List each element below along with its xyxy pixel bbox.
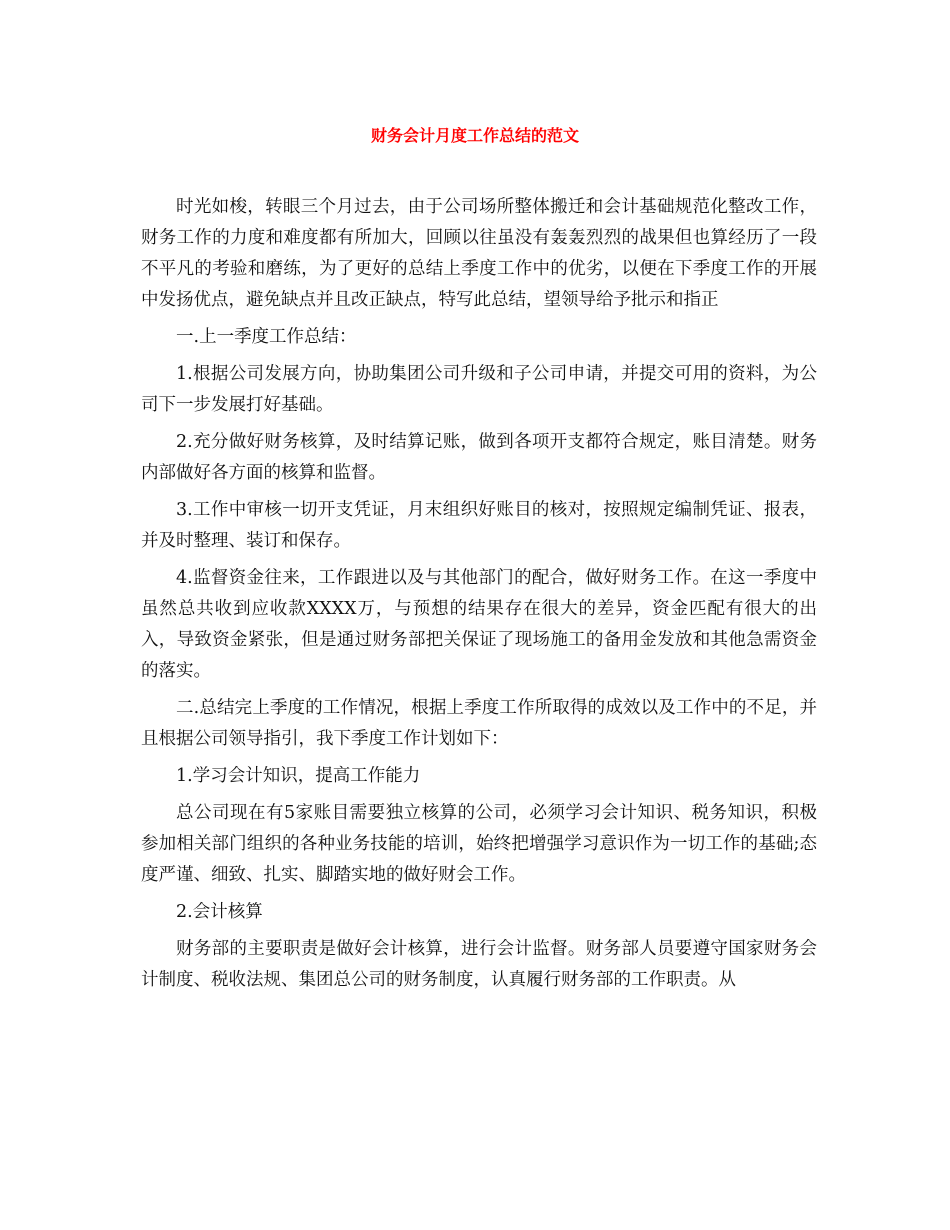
paragraph-study: 总公司现在有5家账目需要独立核算的公司，必须学习会计知识、税务知识，积极参加相关部门组织的各种业务技能的培训，始终把增强学习意识作为一切工作的基础;态度严谨、细致、扎实、脚踏实地的做好财会工作。	[141, 803, 817, 885]
section-heading-2: 二.总结完上季度的工作情况，根据上季度工作所取得的成效以及工作中的不足，并且根据公司领导指引，我下季度工作计划如下：	[141, 698, 817, 749]
subheading-study: 1.学习会计知识，提高工作能力	[176, 766, 421, 786]
paragraph-item-4: 4.监督资金往来，工作跟进以及与其他部门的配合，做好财务工作。在这一季度中虽然总共收到应收款XXXX万，与预想的结果存在很大的差异，资金匹配有很大的出入，导致资金紧张，但是通过财务部把关保证了现场施工的备用金发放和其他急需资金的落实。	[141, 568, 817, 681]
document-title: 财务会计月度工作总结的范文	[370, 126, 579, 145]
section-heading-1: 一.上一季度工作总结：	[176, 327, 357, 347]
paragraph-accounting: 财务部的主要职责是做好会计核算，进行会计监督。财务部人员要遵守国家财务会计制度、税收法规、集团总公司的财务制度，认真履行财务部的工作职责。从	[141, 939, 817, 990]
paragraph-item-2: 2.充分做好财务核算，及时结算记账，做到各项开支都符合规定，账目清楚。财务内部做好各方面的核算和监督。	[141, 432, 817, 483]
paragraph-item-1: 1.根据公司发展方向，协助集团公司升级和子公司申请，并提交可用的资料，为公司下一步发展打好基础。	[141, 364, 817, 415]
paragraph-item-3: 3.工作中审核一切开支凭证，月末组织好账目的核对，按照规定编制凭证、报表，并及时整理、装订和保存。	[141, 500, 817, 551]
paragraph-intro: 时光如梭，转眼三个月过去，由于公司场所整体搬迁和会计基础规范化整改工作，财务工作的力度和难度都有所加大，回顾以往虽没有轰轰烈烈的战果但也算经历了一段不平凡的考验和磨练，为了更好的总结上季度工作中的优劣，以便在下季度工作的开展中发扬优点，避免缺点并且改正缺点，特写此总结，望领导给予批示和指正	[141, 197, 817, 310]
subheading-accounting: 2.会计核算	[176, 902, 263, 922]
document-body	[141, 192, 817, 1002]
